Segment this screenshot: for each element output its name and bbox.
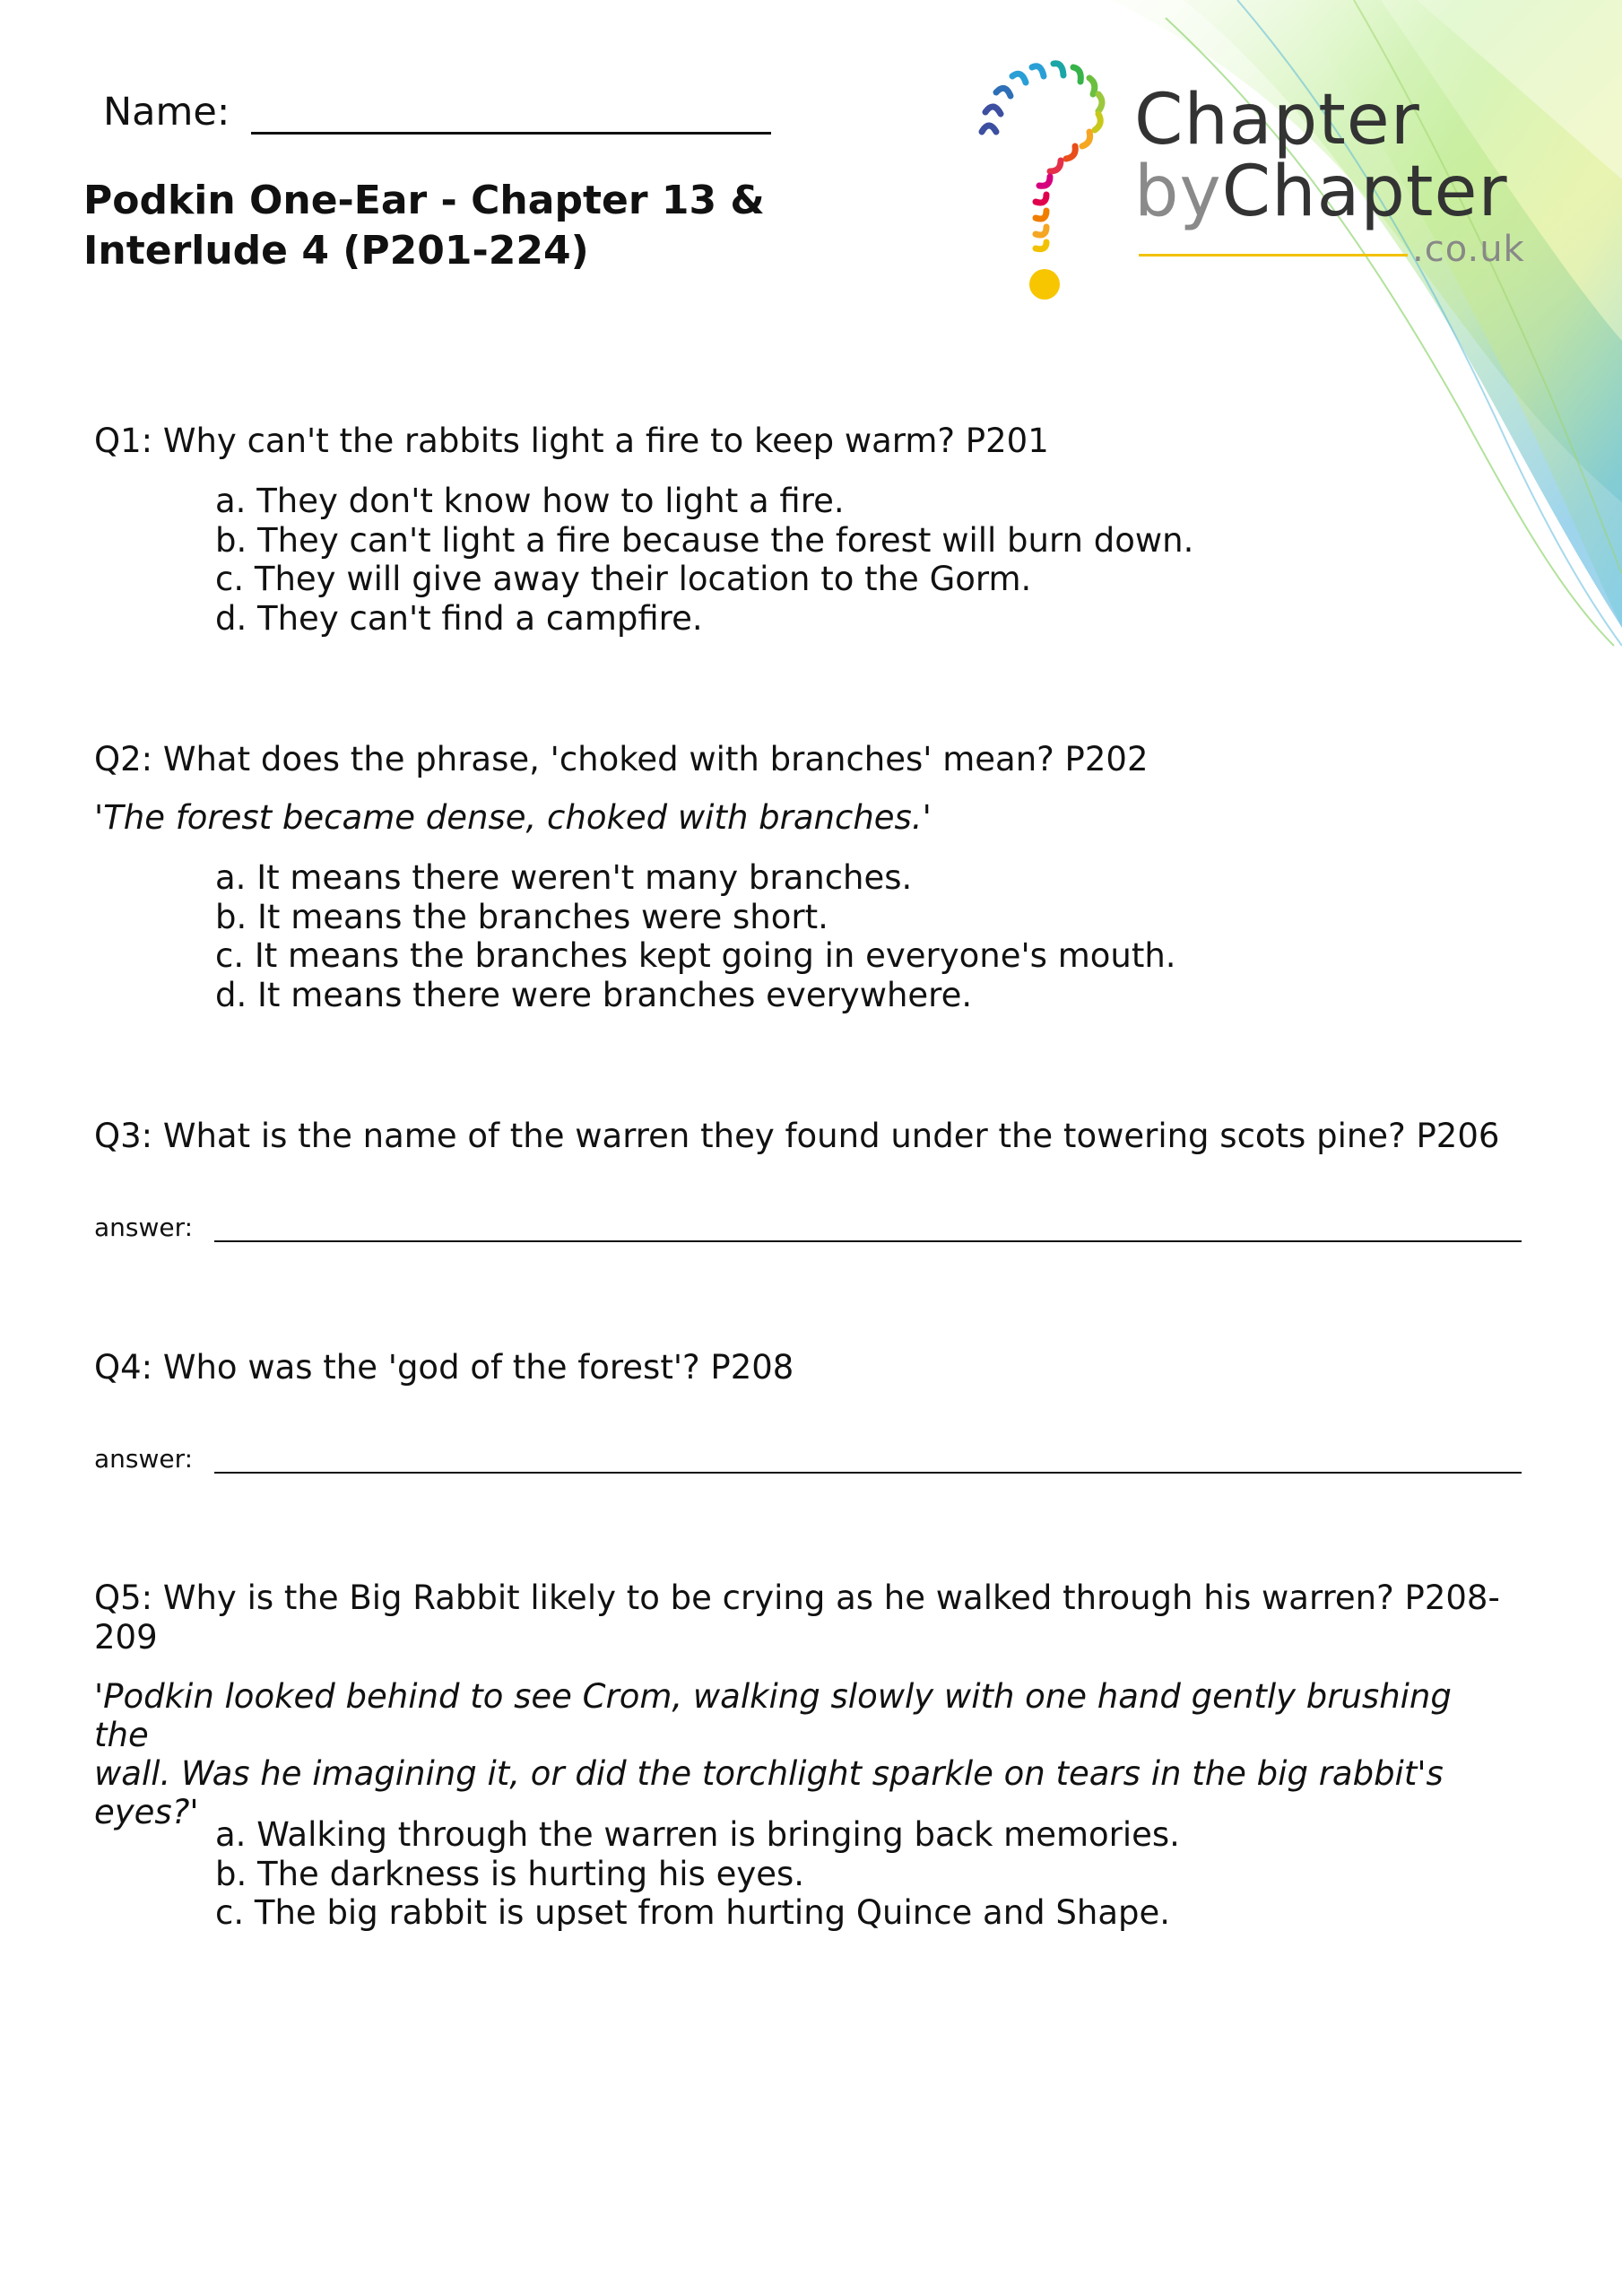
question-4-answer-row [94,1444,1522,1474]
question-3-answer-label: answer: [94,1213,194,1242]
name-field-row [103,90,771,135]
question-5-option-b[interactable]: b. The darkness is hurting his eyes. [215,1854,805,1893]
question-2-option-d[interactable]: d. It means there were branches everywhere. [215,975,973,1014]
logo-line-chapter: Chapter [1134,80,1420,161]
question-5-line2: 209 [94,1618,158,1657]
question-1-option-b[interactable]: b. They can't light a fire because the forest will burn down. [215,520,1194,560]
question-5-option-c[interactable]: c. The big rabbit is upset from hurting Quince and Shape. [215,1893,1171,1932]
worksheet-title-line1: Podkin One-Ear - Chapter 13 & [83,178,765,223]
question-5-option-a[interactable]: a. Walking through the warren is bringing back memories. [215,1815,1180,1854]
question-1: Q1: Why can't the rabbits light a fire to keep warm? P201 [94,422,1049,460]
question-3-answer-line[interactable] [214,1222,1522,1242]
worksheet-title-line2: Interlude 4 (P201-224) [83,228,589,274]
logo-wordmark [1134,80,1508,232]
logo-domain-suffix: .co.uk [1412,229,1525,270]
question-2: Q2: What does the phrase, 'choked with branches' mean? P202 [94,740,1149,778]
question-2-option-a[interactable]: a. It means there weren't many branches. [215,858,913,897]
question-5-options [215,1815,1180,1933]
question-1-option-d[interactable]: d. They can't find a campfire. [215,598,703,638]
question-5-line1: Q5: Why is the Big Rabbit likely to be crying as he walked through his warren? P208- [94,1578,1500,1617]
question-2-options [215,858,1176,1014]
question-2-quote: 'The forest became dense, choked with branches.' [94,798,932,837]
worksheet-title [83,176,926,276]
question-5-quote-line1: 'Podkin looked behind to see Crom, walking slowly with one hand gently brushing the [94,1677,1452,1754]
question-1-option-a[interactable]: a. They don't know how to light a fire. [215,482,845,520]
name-input-line[interactable] [251,96,771,135]
logo-line-bychapter [1134,152,1508,232]
logo-chapter: Chapter [1221,152,1508,232]
question-3: Q3: What is the name of the warren they found under the towering scots pine? P206 [94,1117,1500,1155]
logo-by: by [1134,152,1222,232]
logo-underline [1139,254,1408,257]
question-4-answer-label: answer: [94,1444,194,1474]
question-3-answer-row [94,1213,1522,1242]
question-1-option-c[interactable]: c. They will give away their location to the Gorm. [215,560,1032,598]
question-4-answer-line[interactable] [214,1454,1522,1474]
question-2-option-c[interactable]: c. It means the branches kept going in everyone's mouth. [215,936,1176,975]
question-2-option-b[interactable]: b. It means the branches were short. [215,897,828,936]
question-5-quote [94,1677,1511,1831]
question-5-quote-line2: wall. Was he imagining it, or did the torchlight sparkle on tears in the big rabbit's [94,1754,1444,1793]
question-5 [94,1578,1529,1657]
question-5-quote-line3: eyes?' [94,1793,199,1831]
question-4: Q4: Who was the 'god of the forest'? P208 [94,1348,794,1387]
question-1-options [215,482,1193,638]
name-label: Name: [103,90,230,135]
